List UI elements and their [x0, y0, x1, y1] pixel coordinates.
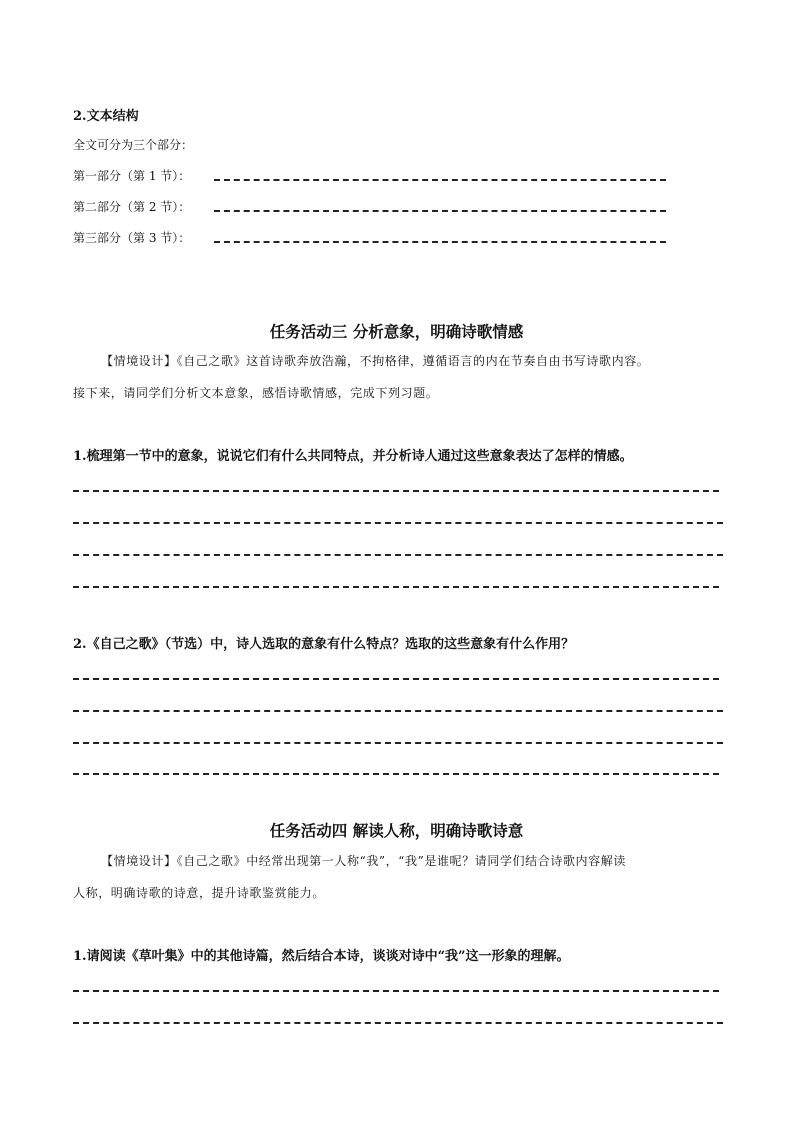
answer-line[interactable]: [73, 990, 719, 992]
part1-answer-line[interactable]: [214, 179, 666, 181]
answer-line[interactable]: [73, 710, 723, 712]
part3-label: 第三部分（第 3 节）：: [73, 231, 191, 245]
answer-line[interactable]: [73, 586, 719, 588]
answer-line[interactable]: [73, 678, 719, 680]
activity3-title: 任务活动三 分析意象，明确诗歌情感: [269, 322, 524, 341]
answer-line[interactable]: [73, 490, 719, 492]
activity3-situation-line1: 【情境设计】《自己之歌》这首诗歌奔放浩瀚，不拘格律，遵循语言的内在节奏自由书写诗歌内容。: [101, 354, 650, 368]
structure-heading: 2.文本结构: [73, 109, 139, 124]
activity3-situation-line2: 接下来，请同学们分析文本意象，感悟诗歌情感，完成下列习题。: [73, 386, 439, 400]
activity4-situation-line1: 【情境设计】《自己之歌》中经常出现第一人称“我”，“我”是谁呢？请同学们结合诗歌内容解读: [101, 854, 626, 868]
activity3-question2: 2.《自己之歌》（节选）中，诗人选取的意象有什么特点？选取的这些意象有什么作用？: [73, 637, 575, 652]
answer-line[interactable]: [73, 554, 723, 556]
answer-line[interactable]: [73, 1022, 723, 1024]
structure-intro: 全文可分为三个部分：: [73, 138, 194, 152]
part2-label: 第二部分（第 2 节）：: [73, 200, 191, 214]
part1-label: 第一部分（第 1 节）：: [73, 169, 191, 183]
activity4-title: 任务活动四 解读人称，明确诗歌诗意: [269, 821, 524, 840]
activity4-situation-line2: 人称，明确诗歌的诗意，提升诗歌鉴赏能力。: [73, 886, 326, 900]
answer-line[interactable]: [73, 742, 723, 744]
answer-line[interactable]: [73, 773, 719, 775]
answer-line[interactable]: [73, 522, 723, 524]
part2-answer-line[interactable]: [214, 210, 666, 212]
activity3-question1: 1.梳理第一节中的意象，说说它们有什么共同特点，并分析诗人通过这些意象表达了怎样的情感。: [73, 449, 633, 464]
activity4-question1: 1.请阅读《草叶集》中的其他诗篇，然后结合本诗，谈谈对诗中“我”这一形象的理解。: [73, 949, 570, 964]
part3-answer-line[interactable]: [214, 241, 666, 243]
